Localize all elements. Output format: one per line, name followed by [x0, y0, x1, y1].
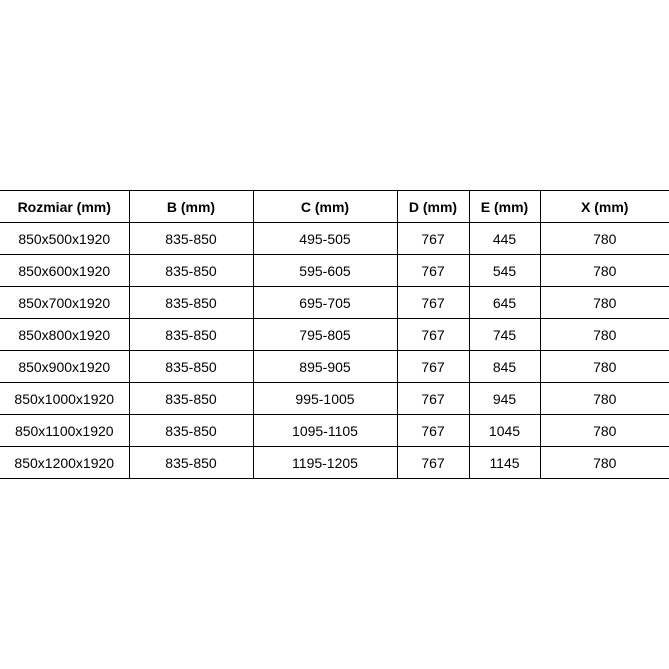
cell-b: 835-850	[129, 287, 253, 319]
cell-c: 1095-1105	[253, 415, 397, 447]
header-d: D (mm)	[397, 191, 469, 223]
cell-c: 795-805	[253, 319, 397, 351]
header-c: C (mm)	[253, 191, 397, 223]
table-row	[0, 447, 669, 479]
cell-x: 780	[540, 223, 669, 255]
cell-e: 545	[469, 255, 540, 287]
cell-e: 645	[469, 287, 540, 319]
cell-b: 835-850	[129, 255, 253, 287]
header-x: X (mm)	[540, 191, 669, 223]
header-rozmiar: Rozmiar (mm)	[0, 191, 129, 223]
cell-x: 780	[540, 287, 669, 319]
cell-d: 767	[397, 351, 469, 383]
cell-x: 780	[540, 319, 669, 351]
header-b: B (mm)	[129, 191, 253, 223]
cell-x: 780	[540, 415, 669, 447]
cell-rozmiar: 850x800x1920	[0, 319, 129, 351]
cell-x: 780	[540, 351, 669, 383]
table-row	[0, 415, 669, 447]
cell-c: 895-905	[253, 351, 397, 383]
cell-c: 495-505	[253, 223, 397, 255]
cell-e: 445	[469, 223, 540, 255]
table-header-row	[0, 191, 669, 223]
cell-x: 780	[540, 255, 669, 287]
cell-x: 780	[540, 447, 669, 479]
cell-c: 995-1005	[253, 383, 397, 415]
cell-b: 835-850	[129, 415, 253, 447]
cell-rozmiar: 850x500x1920	[0, 223, 129, 255]
cell-e: 1145	[469, 447, 540, 479]
cell-e: 845	[469, 351, 540, 383]
cell-d: 767	[397, 255, 469, 287]
cell-rozmiar: 850x1000x1920	[0, 383, 129, 415]
cell-b: 835-850	[129, 319, 253, 351]
cell-rozmiar: 850x700x1920	[0, 287, 129, 319]
dimensions-table-container	[0, 190, 669, 479]
table-row	[0, 351, 669, 383]
cell-e: 1045	[469, 415, 540, 447]
cell-x: 780	[540, 383, 669, 415]
cell-rozmiar: 850x900x1920	[0, 351, 129, 383]
cell-b: 835-850	[129, 223, 253, 255]
cell-rozmiar: 850x1200x1920	[0, 447, 129, 479]
table-row	[0, 287, 669, 319]
cell-c: 695-705	[253, 287, 397, 319]
header-e: E (mm)	[469, 191, 540, 223]
cell-d: 767	[397, 319, 469, 351]
cell-e: 745	[469, 319, 540, 351]
cell-c: 1195-1205	[253, 447, 397, 479]
table-row	[0, 319, 669, 351]
cell-c: 595-605	[253, 255, 397, 287]
cell-b: 835-850	[129, 447, 253, 479]
cell-d: 767	[397, 447, 469, 479]
table-row	[0, 383, 669, 415]
cell-d: 767	[397, 415, 469, 447]
cell-rozmiar: 850x600x1920	[0, 255, 129, 287]
cell-d: 767	[397, 383, 469, 415]
cell-d: 767	[397, 223, 469, 255]
table-row	[0, 255, 669, 287]
cell-d: 767	[397, 287, 469, 319]
cell-rozmiar: 850x1100x1920	[0, 415, 129, 447]
cell-e: 945	[469, 383, 540, 415]
dimensions-table	[0, 190, 669, 479]
cell-b: 835-850	[129, 383, 253, 415]
table-row	[0, 223, 669, 255]
cell-b: 835-850	[129, 351, 253, 383]
